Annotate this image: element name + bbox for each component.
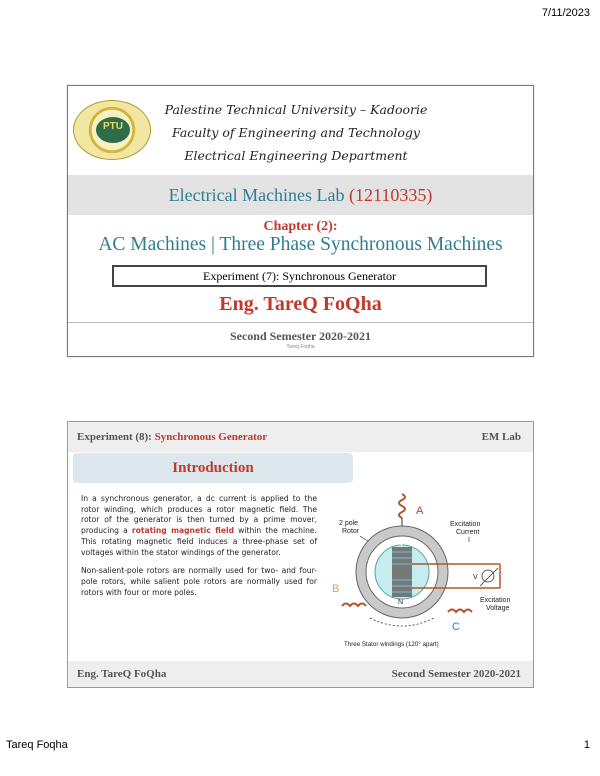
faculty-name: Faculty of Engineering and Technology <box>172 125 420 140</box>
pole-n: N <box>398 599 404 606</box>
semester-label: Second Semester 2020-2021 <box>229 329 372 343</box>
introduction-slide <box>67 421 534 688</box>
rotor-core <box>392 547 412 597</box>
winding-c-coil <box>448 610 472 613</box>
synchronous-generator-diagram <box>330 492 525 652</box>
university-name: Palestine Technical University – Kadoorie <box>164 102 428 117</box>
university-info <box>146 98 446 167</box>
divider <box>68 322 533 323</box>
footer-engineer: Eng. TareQ FoQha <box>77 668 167 680</box>
experiment-heading: Experiment (8): Synchronous Generator <box>77 431 268 443</box>
chapter-label: Chapter (2): <box>263 219 338 234</box>
paragraph-1: In a synchronous generator, a dc current is applied to the rotor winding, which produces a rotor magnetic field. The rotor of the generator is then turned by a prime mover, producing a rotating magnetic field within the machine. This rotating magnetic field induces a three-phase set of voltages within the stator windings of the generator. <box>81 494 317 557</box>
experiment-name: Synchronous Generator <box>154 431 268 443</box>
engineer-name: Eng. TareQ FoQha <box>219 293 382 315</box>
footer-author: Tareq Foqha <box>6 739 68 751</box>
experiment-box: Experiment (7): Synchronous Generator <box>112 265 487 287</box>
page-number: 1 <box>583 739 590 751</box>
intro-text <box>81 494 317 598</box>
dc-source <box>482 570 494 582</box>
svg-text:V: V <box>473 574 478 581</box>
university-logo: PTU <box>73 100 151 160</box>
department-name: Electrical Engineering Department <box>184 148 408 163</box>
author-tiny: Tareq Foqha <box>286 344 315 350</box>
winding-b-coil <box>342 604 366 607</box>
paragraph-2: Non-salient-pole rotors are normally used for two- and four-pole rotors, while salient pole rotors are normally used for rotors with four or more poles. <box>81 566 317 597</box>
chapter-title: AC Machines | Three Phase Synchronous Machines <box>98 234 503 255</box>
slide-footer <box>68 661 533 687</box>
stator-caption: Three Stator windings (120° apart) <box>344 641 439 648</box>
highlight-term: rotating magnetic field <box>131 526 235 536</box>
section-title: Introduction <box>73 453 353 483</box>
svg-text:Voltage: Voltage <box>486 605 510 612</box>
slide-header <box>68 422 533 452</box>
label-a: A <box>416 505 424 517</box>
university-header <box>68 86 533 173</box>
page-date: 7/11/2023 <box>541 7 590 19</box>
pole-s: S <box>398 542 403 549</box>
lab-code: (12110335) <box>349 185 433 205</box>
lab-title-band <box>68 175 533 215</box>
rotor-label: 2 pole <box>339 520 359 527</box>
excitation-voltage-label: Excitation <box>480 597 511 604</box>
lab-title: Electrical Machines Lab <box>168 185 345 205</box>
title-slide <box>67 85 534 357</box>
label-b: B <box>332 583 340 595</box>
footer-semester: Second Semester 2020-2021 <box>391 668 521 680</box>
svg-text:Rotor: Rotor <box>342 528 360 535</box>
lab-short-label: EM Lab <box>481 431 521 443</box>
label-c: C <box>452 621 460 633</box>
svg-text:I: I <box>468 537 470 544</box>
excitation-current-label: Excitation <box>450 521 481 528</box>
svg-text:Current: Current <box>456 529 480 536</box>
